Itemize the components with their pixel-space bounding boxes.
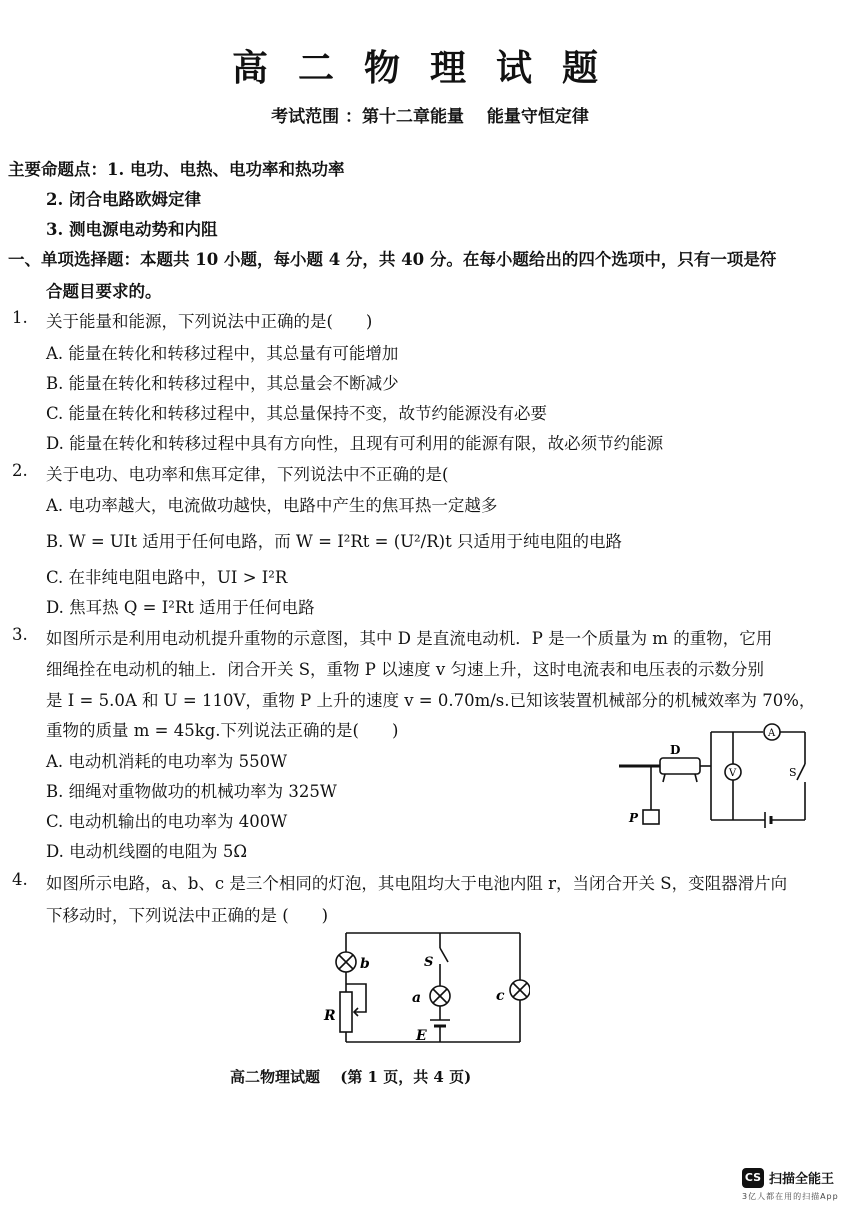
- q3-stem-line-3: 是 I = 5.0A 和 U = 110V，重物 P 上升的速度 v = 0.70m/s.已知该装置机械部分的机械效率为 70%，: [46, 691, 816, 710]
- motor-circuit-diagram: [615, 722, 815, 832]
- q3-stem-line-2: 细绳拴在电动机的轴上．闭合开关 S，重物 P 以速度 v 匀速上升，这时电流表和电压表的示数分别: [46, 660, 764, 679]
- q4-stem-line-1: 如图所示电路，a、b、c 是三个相同的灯泡，其电阻均大于电池内阻 r，当闭合开关 S，变阻器滑片向: [46, 874, 788, 893]
- topic-item-3: 3. 测电源电动势和内阻: [46, 220, 218, 239]
- q3-option-b: B. 细绳对重物做功的机械功率为 325W: [46, 782, 337, 801]
- scanner-app-name: 扫描全能王: [769, 1172, 835, 1187]
- section-heading-line-2: 合题目要求的。: [46, 282, 162, 301]
- q1-option-b: B. 能量在转化和转移过程中，其总量会不断减少: [46, 374, 399, 393]
- weight-label: P: [629, 811, 639, 825]
- q3-number: 3.: [12, 625, 28, 644]
- q4-number: 4.: [12, 870, 28, 889]
- rheostat-label: R: [324, 1008, 336, 1024]
- q3-stem-line-1: 如图所示是利用电动机提升重物的示意图，其中 D 是直流电动机．P 是一个质量为 m 的重物，它用: [46, 629, 773, 648]
- ammeter-label: A: [768, 728, 776, 739]
- topic-item-1: 1. 电功、电热、电功率和热功率: [107, 160, 345, 179]
- battery-label: E: [416, 1028, 427, 1044]
- q3-option-a: A. 电动机消耗的电功率为 550W: [46, 752, 288, 771]
- switch-s-label: S: [424, 955, 434, 970]
- q2-option-a: A. 电功率越大，电流做功越快，电路中产生的焦耳热一定越多: [46, 496, 498, 515]
- exam-scope: 考试范围 ：第十二章能量 能量守恒定律: [271, 107, 589, 127]
- topic-item-2: 2. 闭合电路欧姆定律: [46, 190, 201, 209]
- motor-label: D: [670, 743, 681, 757]
- topics-line-1: [8, 156, 344, 180]
- q1-option-a: A. 能量在转化和转移过程中，其总量有可能增加: [46, 344, 399, 363]
- q2-option-d: D. 焦耳热 Q = I²Rt 适用于任何电路: [46, 598, 315, 617]
- q1-number: 1.: [12, 308, 28, 327]
- switch-label: S: [789, 766, 797, 779]
- q3-stem-line-4: 重物的质量 m = 45kg.下列说法正确的是( ): [46, 721, 399, 740]
- page-title: 高二物理试题: [231, 47, 628, 89]
- q3-option-d: D. 电动机线圈的电阻为 5Ω: [46, 842, 248, 861]
- scanner-tagline: 3亿人都在用的扫描App: [742, 1192, 839, 1201]
- lamp-c-label: c: [496, 988, 505, 1004]
- q2-number: 2.: [12, 461, 28, 480]
- q2-option-b: B. W = UIt 适用于任何电路，而 W = I²Rt = (U²/R)t 只适用于纯电阻的电路: [46, 532, 622, 551]
- voltmeter-label: V: [729, 768, 737, 779]
- scanner-watermark: [742, 1165, 852, 1205]
- section-heading-line-1: 一、单项选择题：本题共 10 小题，每小题 4 分，共 40 分。在每小题给出的四个选项中，只有一项是符: [8, 250, 777, 269]
- lamp-a-label: a: [412, 990, 422, 1006]
- q1-option-c: C. 能量在转化和转移过程中，其总量保持不变，故节约能源没有必要: [46, 404, 548, 423]
- lamp-circuit-diagram: [320, 928, 530, 1048]
- q2-option-c: C. 在非纯电阻电路中，UI > I²R: [46, 568, 288, 587]
- q2-stem: 关于电功、电功率和焦耳定律，下列说法中不正确的是(: [46, 465, 449, 484]
- lamp-b-label: b: [360, 956, 370, 972]
- page-footer: 高二物理试题 (第 1 页，共 4 页): [230, 1068, 472, 1086]
- topics-label: 主要命题点：: [8, 160, 107, 179]
- q4-stem-line-2: 下移动时，下列说法中正确的是 ( ): [46, 906, 329, 925]
- q1-stem: 关于能量和能源，下列说法中正确的是( ): [46, 312, 373, 331]
- scanner-logo-icon: CS: [742, 1168, 764, 1188]
- q3-option-c: C. 电动机输出的电功率为 400W: [46, 812, 288, 831]
- q1-option-d: D. 能量在转化和转移过程中具有方向性，且现有可利用的能源有限，故必须节约能源: [46, 434, 664, 453]
